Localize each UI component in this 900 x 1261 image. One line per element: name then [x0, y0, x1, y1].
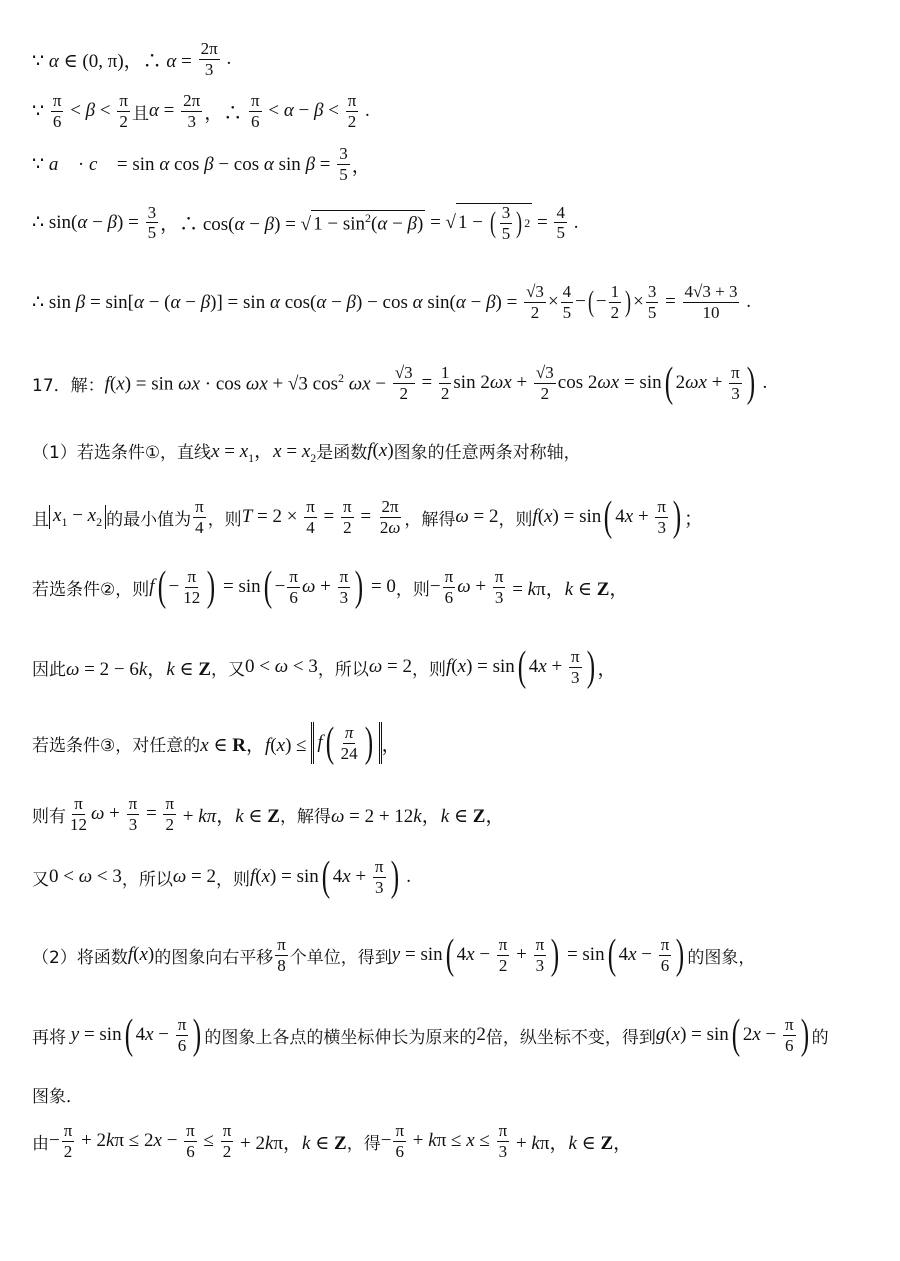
part-1-condition-2-result: 因此 ω = 2 − 6k，k ∈ Z ，又 0 < ω < 3 ，所以 ω = 2 ，则 f(x) = sin ( 4x + $\frac{\pi}{3}$ ) ， [32, 644, 617, 690]
part-2-shift: （2）将函数 f(x) 的图象向右平移 $\frac{\pi}{8}$ 个单位，得到 y = sin ( 4x − $\frac{\pi}{2}$ + $\frac{\pi}{3}$ ) = sin ( 4x − $\frac{\pi}{6}$ ) 的图象， [32, 932, 756, 978]
solution-line-2: ∵ $\frac{\pi}{6}$ < β < $\frac{\pi}{2}$ 且 α = $\frac{2\pi}{3}$ ，∴ $\frac{\pi}{6}$ < α − β < $\frac{\pi}{2}$ . [32, 91, 370, 131]
part-1-condition-3-equation: 则有 $\frac{\pi}{12}$ ω + $\frac{\pi}{3}$ = $\frac{\pi}{2}$ + kπ，k ∈ Z ，解得 ω = 2 + 12k，k ∈ Z， [32, 794, 505, 834]
solution-line-4: ∴ sin(α − β) = $\frac{3}{5}$ ，∴ cos(α − β) = √ $1 - \sin^2(\alpha - \beta)$ = √ 1 − ( $\frac{3}{5}$ ) 2 = $\frac{4}{5}$ . [32, 202, 579, 243]
solution-line-1: ∵ α ∈ (0, π)，∴ α = $\frac{2\pi}{3}$ . [32, 39, 232, 79]
part-1-condition-1-result: 且 $x_1 - x_2$ 的最小值为 $\frac{\pi}{4}$ ，则 T = 2 × $\frac{\pi}{4}$ = $\frac{\pi}{2}$ = $\frac{2\pi}{2\omega}$ ，解得 ω = 2 ，则 f(x) = sin ( 4x + $\frac{\pi}{3}$ ) ； [32, 494, 704, 540]
fraction: $\frac{2\pi}{3}$ [200, 39, 218, 79]
solution-line-3: ∵ a⃗ · c⃗ = sin α cos β − cos α sin β = $\frac{3}{5}$ ， [32, 144, 371, 184]
part-1-condition-1: （1）若选条件①，直线 $x = x_1$，$x = x_2$ 是函数 f(x) 图象的任意两条对称轴， [32, 439, 581, 465]
solution-line-5: ∴ sin β = sin[α − (α − β)] = sin α cos(α − β) − cos α sin(α − β) = $\frac{√3}{2}$ × $\frac{4}{5}$ − ( − $\frac{1}{2}$ ) × $\frac{3}{5}$ = $\frac{4√3 + 3}{10}$ . [32, 282, 751, 322]
part-2-interval: 由 − $\frac{\pi}{2}$ + 2kπ ≤ 2x − $\frac{\pi}{6}$ ≤ $\frac{\pi}{2}$ + 2kπ，k ∈ Z ，得 − $\frac{\pi}{6}$ + kπ ≤ x ≤ $\frac{\pi}{3}$ + kπ，k ∈ Z， [32, 1121, 633, 1161]
problem-label: 17．解： [32, 375, 105, 396]
part-2-graph: 图象． [32, 1087, 83, 1107]
part-1-condition-3: 若选条件③，对任意的 x ∈ R，f(x) ≤ f ( $\frac{\pi}{24}$ ) ， [32, 720, 401, 766]
problem-17-line: 17．解： f(x) = sin ωx · cos ωx + √3 $\cos^2 \omega x$ − $\frac{√3}{2}$ = $\frac{1}{2}$ sin 2ωx + $\frac{√3}{2}$ cos 2ωx = sin ( 2ωx + $\frac{\pi}{3}$ ) . [32, 360, 768, 406]
part-1-condition-3-result: 又 0 < ω < 3 ，所以 ω = 2 ，则 f(x) = sin ( 4x + $\frac{\pi}{3}$ ) . [32, 854, 412, 900]
part-2-stretch: 再将 y = sin ( 4x − $\frac{\pi}{6}$ ) 的图象上各点的横坐标伸长为原来的 2 倍，纵坐标不变，得到 g(x) = sin ( 2x − $\frac{\pi}{6}$ ) 的 [32, 1012, 829, 1058]
part-1-condition-2: 若选条件②，则 f ( − $\frac{\pi}{12}$ ) = sin ( − $\frac{\pi}{6}$ ω + $\frac{\pi}{3}$ ) = 0 ，则 − $\frac{\pi}{6}$ ω + $\frac{\pi}{3}$ = kπ，k ∈ Z， [32, 564, 629, 610]
